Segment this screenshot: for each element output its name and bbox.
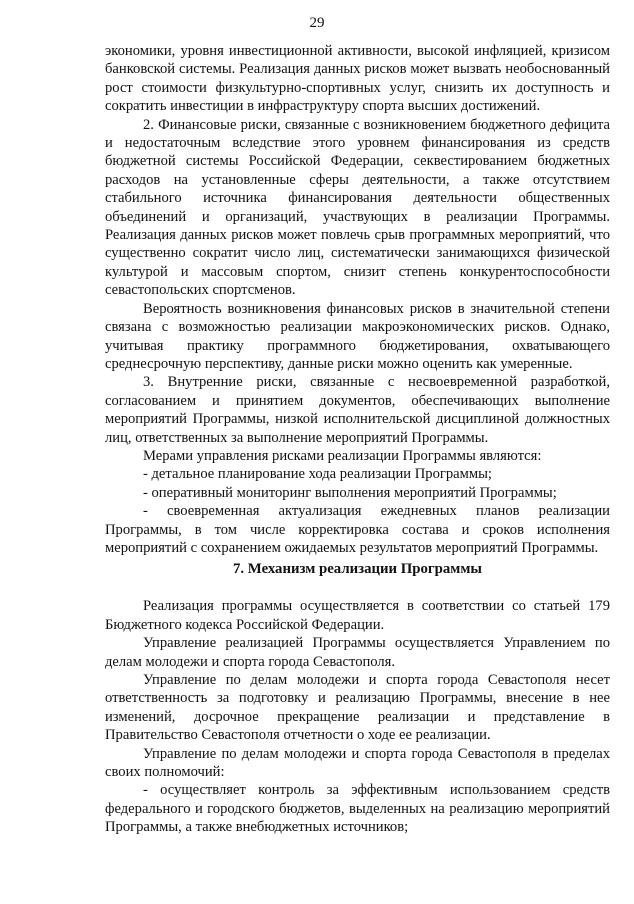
paragraph-financial-risk-probability: Вероятность возникновения финансовых рисков в значительной степени связана с возможностью реализации макроэкономических рисков. Однако, учитывая практику программного бюджетирования, охватывающего среднесрочную перспективу, данные риски можно оценить как умеренные. [105, 300, 610, 372]
paragraph-budget-code: Реализация программы осуществляется в соответствии со статьей 179 Бюджетного кодекса Российской Федерации. [105, 598, 610, 633]
list-item-budget-control: - осуществляет контроль за эффективным использованием средств федерального и городского бюджетов, выделенных на реализацию мероприятий Программы, а также внебюджетных источников; [105, 782, 610, 836]
paragraph-program-management: Управление реализацией Программы осуществляется Управлением по делам молодежи и спорта города Севастополя. [105, 635, 610, 670]
document-body [105, 42, 610, 837]
paragraph-financial-risks: 2. Финансовые риски, связанные с возникновением бюджетного дефицита и недостаточным вследствие этого уровнем финансирования из средств бюджетной системы Российской Федерации, секвестированием бюджетных расходов на установленные сферы деятельности, а также отсутствием стабильного источника финансирования деятельности общественных объединений и организаций, участвующих в реализации Программы. Реализация данных рисков может повлечь срыв программных мероприятий, что существенно сократит число лиц, систематически занимающихся физической культурой и массовым спортом, снизит степень конкурентоспособности севастопольских спортсменов. [105, 116, 610, 299]
paragraph-risk-management-intro: Мерами управления рисками реализации Программы являются: [143, 447, 542, 464]
paragraph-authority: Управление по делам молодежи и спорта города Севастополя в пределах своих полномочий: [105, 745, 610, 781]
paragraph-internal-risks: 3. Внутренние риски, связанные с несвоевременной разработкой, согласованием и принятием документов, обеспечивающих выполнение мероприятий Программы, низкой исполнительской дисциплиной должностных лиц, ответственных за выполнение мероприятий Программы. [105, 374, 610, 446]
paragraph-responsibility: Управление по делам молодежи и спорта города Севастополя несет ответственность за подготовку и реализацию Программы, внесение в нее изменений, досрочное прекращение реализации и представление в Правительство Севастополя отчетности о ходе ее реализации. [105, 672, 610, 744]
page-number: 29 [309, 15, 325, 31]
paragraph-economic-risks-continued: экономики, уровня инвестиционной активности, высокой инфляцией, кризисом банковской системы. Реализация данных рисков может вызвать необоснованный рост стоимости физкультурно-спортивных услуг, снизить их доступность и сократить инвестиции в инфраструктуру спорта высших достижений. [105, 43, 610, 115]
list-item-plan-updates: - своевременная актуализация ежедневных планов реализации Программы, в том числе корректировка состава и сроков исполнения мероприятий с сохранением ожидаемых результатов мероприятий Программы. [105, 503, 610, 556]
list-item-detailed-planning: - детальное планирование хода реализации Программы; [143, 466, 492, 483]
list-item-operational-monitoring: - оперативный мониторинг выполнения мероприятий Программы; [143, 484, 557, 501]
section-heading-implementation-mechanism: 7. Механизм реализации Программы [233, 561, 482, 578]
section-spacing [105, 579, 610, 597]
